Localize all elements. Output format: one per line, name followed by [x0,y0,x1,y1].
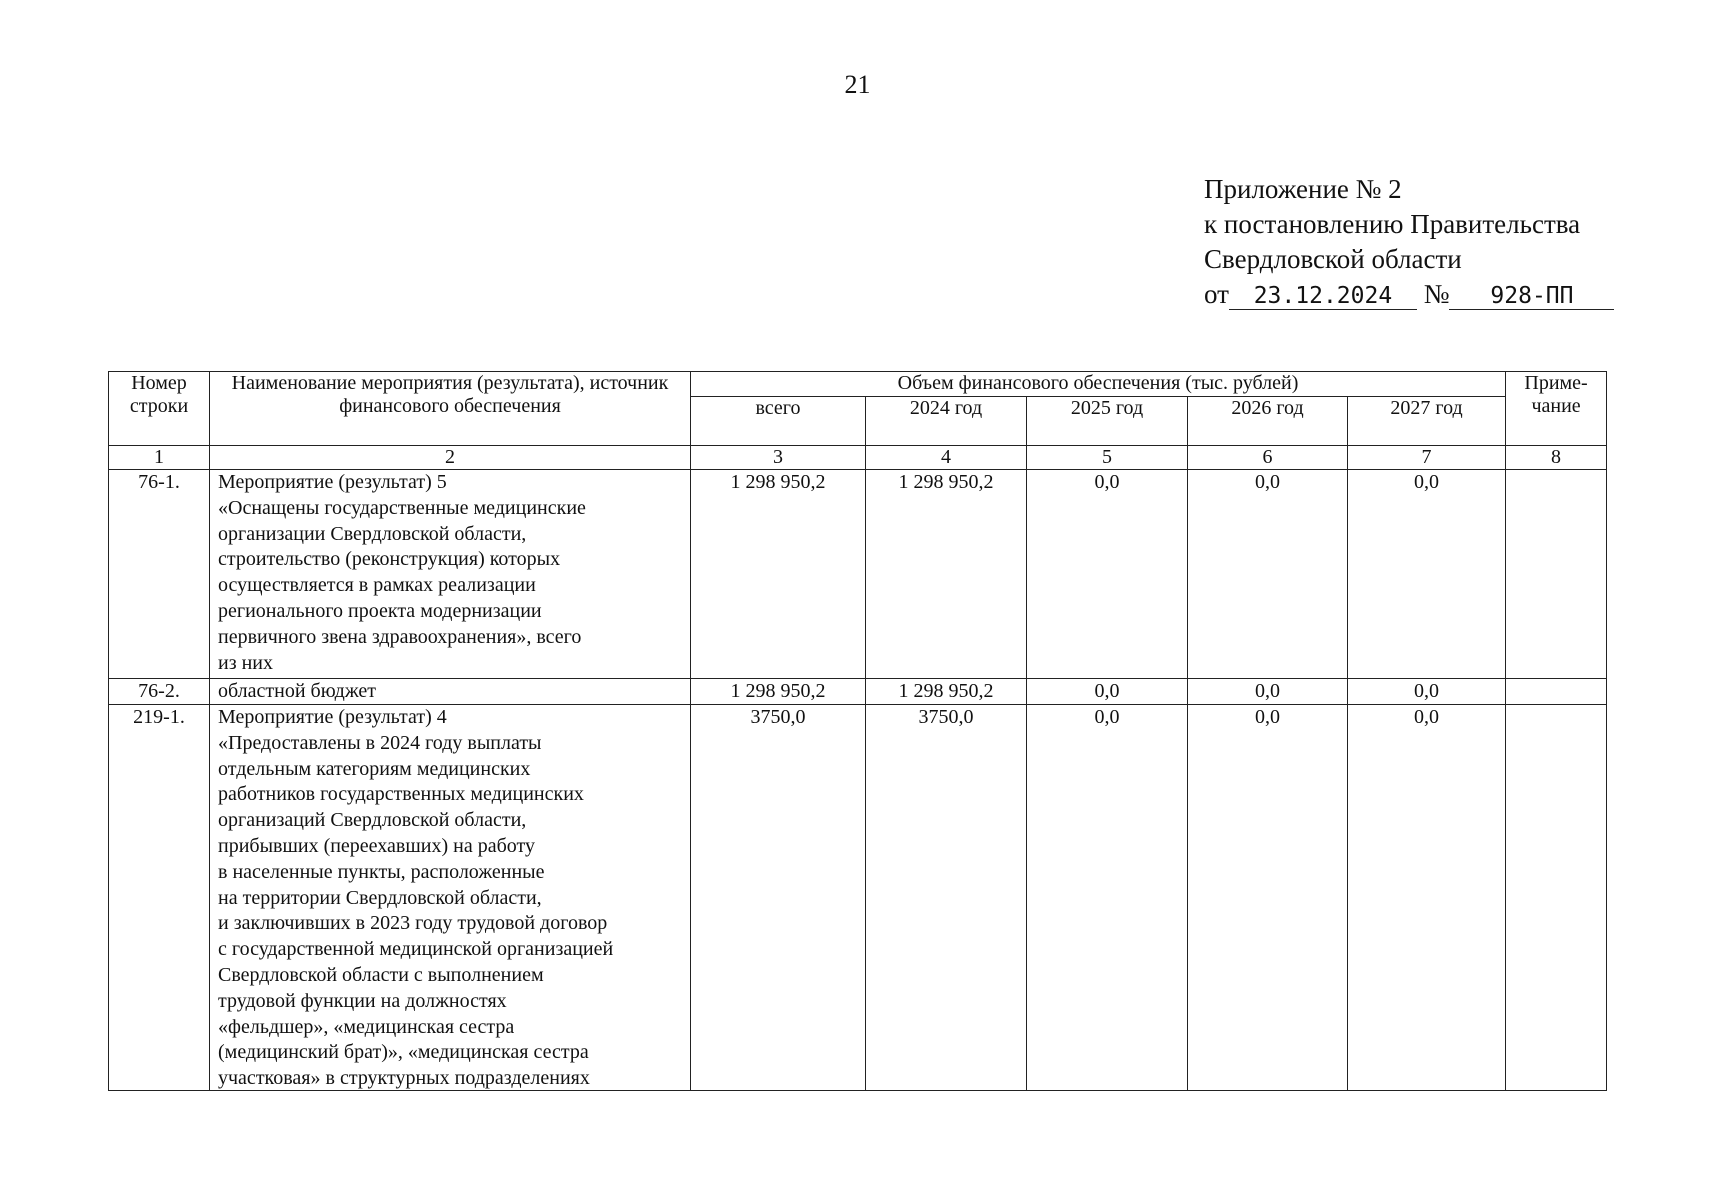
value-2024: 1 298 950,2 [866,679,1027,705]
row-name-line: организаций Свердловской области, [218,809,527,832]
row-name-line: трудовой функции на должностях [218,989,507,1012]
value-2027: 0,0 [1348,705,1506,1091]
row-name [210,470,691,679]
appendix-resolution: к постановлению Правительства [1204,209,1581,239]
column-number: 2 [210,446,691,470]
row-number: 76-1. [109,470,210,679]
header-total: всего [691,397,866,446]
value-2027: 0,0 [1348,679,1506,705]
value-2024: 3750,0 [866,705,1027,1091]
appendix-doc-ref [1204,277,1614,312]
date-prefix: от [1204,279,1229,309]
table-row [109,705,1607,1091]
financing-table [108,371,1607,1091]
row-name-line: Мероприятие (результат) 4 [218,706,447,728]
appendix-title: Приложение № 2 [1204,174,1402,204]
row-name-line: в населенные пункты, расположенные [218,860,545,883]
column-number: 5 [1027,446,1188,470]
header-2027: 2027 год [1348,397,1506,446]
column-number: 1 [109,446,210,470]
row-name-line: «Предоставлены в 2024 году выплаты [218,731,542,754]
row-name-line: областной бюджет [218,680,377,702]
page-number: 21 [844,70,871,99]
value-total: 1 298 950,2 [691,679,866,705]
value-total: 1 298 950,2 [691,470,866,679]
header-2025: 2025 год [1027,397,1188,446]
header-row-number: Номер строки [109,372,210,446]
number-prefix: № [1423,279,1450,309]
row-name [210,705,691,1091]
value-2025: 0,0 [1027,470,1188,679]
column-numbers-row [109,446,1607,470]
header-name: Наименование мероприятия (результата), источник финансового обеспечения [210,372,691,446]
header-row [109,372,1607,397]
row-name-line: работников государственных медицинских [218,783,584,806]
resolution-number: 928-ПП [1449,283,1614,310]
value-2024: 1 298 950,2 [866,470,1027,679]
value-2026: 0,0 [1188,705,1348,1091]
value-total: 3750,0 [691,705,866,1091]
row-name-line: осуществляется в рамках реализации [218,574,536,597]
value-2025: 0,0 [1027,679,1188,705]
row-number: 219-1. [109,705,210,1091]
appendix-block [1204,172,1614,312]
value-note [1506,470,1607,679]
value-note [1506,705,1607,1091]
row-number: 76-2. [109,679,210,705]
row-name-line: прибывших (переехавших) на работу [218,834,535,857]
column-number: 8 [1506,446,1607,470]
table-row [109,470,1607,679]
header-note: Приме-чание [1506,372,1607,446]
column-number: 4 [866,446,1027,470]
row-name-line: регионального проекта модернизации [218,599,542,622]
row-name-line: отдельным категориям медицинских [218,757,531,780]
value-2026: 0,0 [1188,679,1348,705]
header-2026: 2026 год [1188,397,1348,446]
row-name-line: на территории Свердловской области, [218,886,542,909]
row-name-clip [218,705,682,1090]
appendix-region: Свердловской области [1204,244,1462,274]
value-2027: 0,0 [1348,470,1506,679]
row-name-line: «Оснащены государственные медицинские [218,496,586,519]
value-2026: 0,0 [1188,470,1348,679]
row-name [210,679,691,705]
row-name-line: Мероприятие (результат) 5 [218,471,447,493]
row-name-line: из них [218,651,274,674]
value-2025: 0,0 [1027,705,1188,1091]
row-name-line: с государственной медицинской организацией [218,938,614,961]
row-name-line: Свердловской области с выполнением [218,963,544,986]
value-note [1506,679,1607,705]
row-name-line: первичного звена здравоохранения», всего [218,625,582,648]
row-name-line: организации Свердловской области, [218,522,527,545]
row-name-line: участковая» в структурных подразделениях [218,1067,590,1090]
row-name-line: «фельдшер», «медицинская сестра [218,1015,515,1038]
row-name-line: (медицинский брат)», «медицинская сестра [218,1041,589,1064]
row-name-line: строительство (реконструкция) которых [218,548,561,571]
column-number: 7 [1348,446,1506,470]
header-2024: 2024 год [866,397,1027,446]
column-number: 3 [691,446,866,470]
column-number: 6 [1188,446,1348,470]
table-row [109,679,1607,705]
resolution-date: 23.12.2024 [1229,283,1417,310]
row-name-line: и заключивших в 2023 году трудовой договор [218,912,608,935]
header-volume: Объем финансового обеспечения (тыс. рублей) [691,372,1506,397]
